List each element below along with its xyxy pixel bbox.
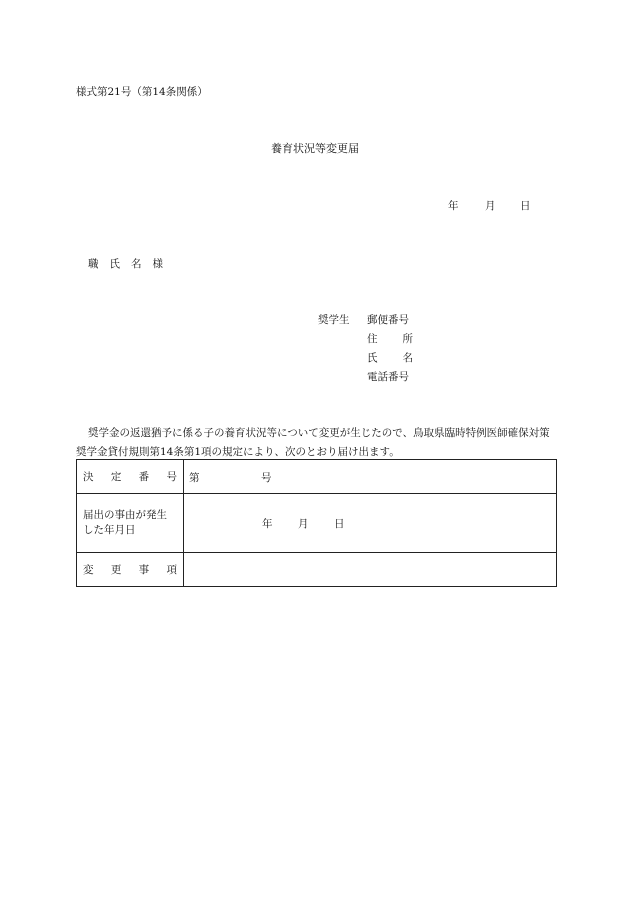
form-number: 様式第21号（第14条関係）	[76, 86, 208, 98]
submission-date	[448, 198, 531, 213]
postal-code-label: 郵便番号	[367, 314, 409, 326]
address-char: 所	[402, 333, 413, 345]
occurrence-year-label: 年	[262, 518, 273, 530]
decision-number-label	[77, 460, 184, 494]
addressee-char: 様	[152, 258, 163, 270]
addressee-char: 氏	[109, 258, 120, 270]
occurrence-date-label: 届出の事由が発生した年月日	[77, 494, 184, 553]
addressee-char: 名	[131, 258, 142, 270]
declaration-text: 奨学金の返還猶予に係る子の養育状況等について変更が生じたので、鳥取県臨時特例医師確保対策奨学金貸付規則第14条第1項の規定により、次のとおり届け出ます。	[76, 427, 550, 458]
addressee-char: 職	[88, 258, 99, 270]
label-char: 番	[138, 471, 150, 483]
address-label	[367, 331, 413, 346]
name-label	[367, 350, 413, 365]
occurrence-month-label: 月	[298, 518, 309, 530]
label-char: 更	[110, 564, 122, 576]
number-suffix: 号	[261, 472, 272, 484]
label-char: 定	[110, 471, 122, 483]
date-day-label: 日	[520, 200, 531, 212]
occurrence-date-field[interactable]	[184, 494, 557, 553]
label-char: 項	[166, 564, 177, 576]
phone-label: 電話番号	[367, 371, 409, 383]
label-char: 号	[166, 471, 177, 483]
name-char: 氏	[367, 352, 378, 364]
label-char: 決	[83, 471, 94, 483]
table-row	[77, 460, 557, 494]
form-table	[76, 459, 557, 587]
changes-field[interactable]	[184, 553, 557, 587]
address-char: 住	[367, 333, 378, 345]
table-row	[77, 494, 557, 553]
addressee	[88, 256, 174, 271]
number-prefix: 第	[189, 472, 200, 484]
decision-number-field[interactable]	[184, 460, 557, 494]
name-char: 名	[402, 352, 413, 364]
date-year-label: 年	[448, 200, 459, 212]
document-title: 養育状況等変更届	[271, 142, 359, 155]
date-month-label: 月	[485, 200, 496, 212]
student-label: 奨学生	[318, 314, 350, 326]
table-row	[77, 553, 557, 587]
label-char: 事	[138, 564, 150, 576]
label-char: 変	[83, 564, 94, 576]
occurrence-day-label: 日	[334, 518, 345, 530]
changes-label	[77, 553, 184, 587]
